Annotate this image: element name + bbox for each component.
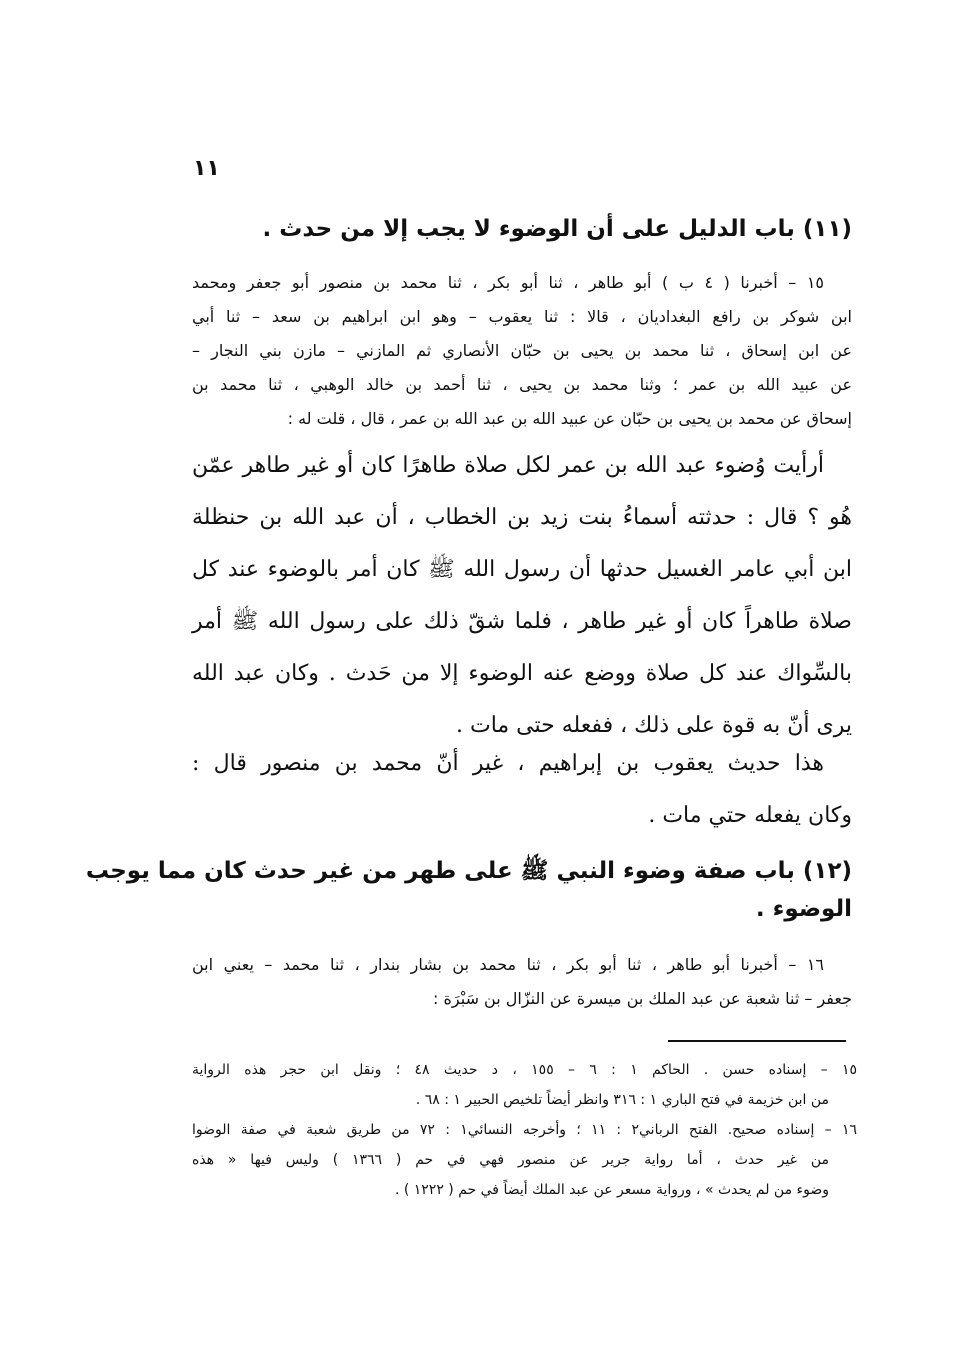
section-heading-line: (١٢) باب صفة وضوء النبي ﷺ على طهر من غير حدث كان مما يوجب — [85, 858, 852, 884]
hadith-15-note — [192, 738, 852, 842]
hadith-16-isnad — [192, 948, 852, 1016]
matn-line: هُو ؟ قال : حدثته أسماءُ بنت زيد بن الخطاب ، أن عبد الله بن حنظلة — [192, 505, 852, 530]
hadith-15-isnad — [192, 266, 852, 436]
section-11-heading — [192, 210, 852, 248]
footnote-16-line: وضوء من لم يحدث » ، ورواية مسعر عن عبد الملك أيضاً في حم ( ١٢٢٢ ) . — [394, 1182, 829, 1198]
isnad-line: ابن شوكر بن رافع البغداديان ، قالا : ثنا يعقوب – وهو ابن ابراهيم بن سعد – ثنا أبي — [192, 307, 852, 326]
footnote-16-line: من غير حدث ، أما رواية جرير عن منصور فهي في حم ( ١٣٦٦ ) وليس فيها « هذه — [192, 1152, 829, 1168]
hadith-15-matn — [192, 440, 852, 752]
isnad-line: ١٥ – أخبرنا ( ٤ ب ) أبو طاهر ، ثنا أبو بكر ، ثنا محمد بن منصور أبو جعفر ومحمد — [192, 273, 825, 292]
isnad-line: عن عبيد الله بن عمر ؛ وثنا محمد بن يحيى ، ثنا أحمد بن خالد الوهبي ، ثنا محمد بن — [192, 375, 852, 394]
section-12-heading — [85, 852, 852, 928]
footnotes — [192, 1055, 857, 1205]
matn-line: بالسِّواك عند كل صلاة ووضع عنه الوضوء إلا من حَدث . وكان عبد الله — [192, 661, 852, 686]
footnote-15-line: ١٥ – إسناده حسن . الحاكم ١ : ٦ – ١٥٥ ، د حديث ٤٨ ؛ ونقل ابن حجر هذه الرواية — [192, 1062, 857, 1078]
page-number: ١١ — [193, 156, 220, 181]
matn-line: يرى أنّ به قوة على ذلك ، ففعله حتى مات . — [456, 713, 852, 738]
footnote-16-line: ١٦ – إسناده صحيح. الفتح الرباني٢ : ١١ ؛ وأخرجه النسائي١ : ٧٢ من طريق شعبة في صفة الوضوا — [192, 1122, 858, 1138]
isnad-line: جعفر – ثنا شعبة عن عبد الملك بن ميسرة عن النزّال بن سَبْرَة : — [433, 989, 852, 1008]
matn-line: أرأيت وُضوء عبد الله بن عمر لكل صلاة طاهرًا كان أو غير طاهر عمّن — [192, 453, 824, 478]
section-heading-line: (١١) باب الدليل على أن الوضوء لا يجب إلا من حدث . — [262, 216, 852, 242]
matn-line: صلاة طاهراً كان أو غير طاهر ، فلما شقّ ذلك على رسول الله ﷺ أمر — [192, 609, 852, 634]
isnad-line: ١٦ – أخبرنا أبو طاهر ، ثنا أبو بكر ، ثنا محمد بن بشار بندار ، ثنا محمد – يعني ابن — [192, 955, 824, 974]
isnad-line: عن ابن إسحاق ، ثنا محمد بن يحيى بن حبّان الأنصاري ثم المازني – مازن بني النجار – — [192, 341, 852, 360]
footnote-divider — [668, 1040, 846, 1042]
note-line: وكان يفعله حتي مات . — [648, 803, 852, 828]
isnad-line: إسحاق عن محمد بن يحيى بن حبّان عن عبيد الله بن عبد الله بن عمر ، قال ، قلت له : — [287, 409, 852, 428]
footnote-15-line: من ابن خزيمة في فتح الباري ١ : ٣١٦ وانظر أيضاً تلخيص الحبير ١ : ٦٨ . — [415, 1092, 829, 1108]
section-heading-line: الوضوء . — [755, 896, 852, 922]
matn-line: ابن أبي عامر الغسيل حدثها أن رسول الله ﷺ كان أمر بالوضوء عند كل — [192, 557, 852, 582]
note-line: هذا حديث يعقوب بن إبراهيم ، غير أنّ محمد بن منصور قال : — [192, 751, 824, 776]
